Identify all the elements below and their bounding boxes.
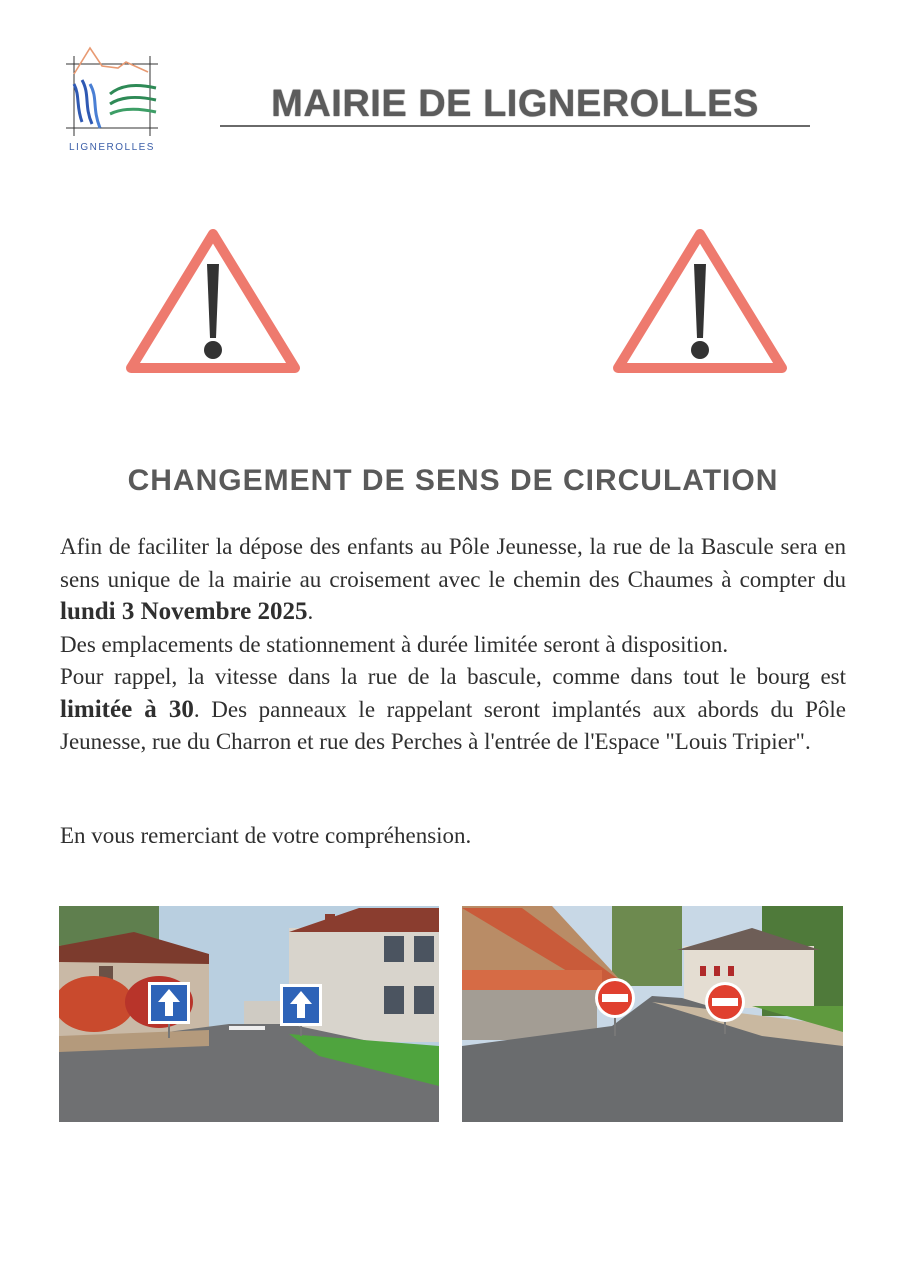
paragraph-one-way — [60, 531, 846, 629]
notice-heading: CHANGEMENT DE SENS DE CIRCULATION — [127, 464, 779, 497]
closing-line: En vous remerciant de votre compréhension. — [60, 823, 472, 848]
photo-junction-no-entry — [462, 906, 843, 1122]
start-date: lundi 3 Novembre 2025 — [60, 598, 308, 625]
speed-limit: limitée à 30 — [60, 695, 194, 723]
photo-town-hall-street — [59, 906, 439, 1122]
warning-triangle-icon — [123, 226, 303, 376]
no-entry-sign — [595, 978, 635, 1018]
title-underline — [220, 125, 810, 127]
paragraph-parking: Des emplacements de stationnement à durée limitée seront à disposition. — [60, 631, 729, 657]
notice-body — [60, 531, 846, 759]
warning-triangle-icon — [610, 226, 790, 376]
paragraph-end: . Des panneaux le rappelant seront implantés aux abords du Pôle Jeunesse, rue du Charron et rue des Perches à l'entrée de l'Espace "Louis Tripier". — [60, 696, 846, 754]
logo-text: LIGNEROLLES — [69, 142, 155, 153]
municipal-logo — [60, 44, 164, 156]
page-title: MAIRIE DE LIGNEROLLES — [271, 83, 759, 125]
one-way-arrow-sign — [148, 982, 190, 1024]
one-way-arrow-sign — [280, 984, 322, 1026]
paragraph-text: Afin de faciliter la dépose des enfants au Pôle Jeunesse, la rue de la Bascule sera en sens unique de la mairie au croisement avec le chemin des Chaumes à compter du — [60, 534, 846, 592]
paragraph-speed — [60, 661, 846, 759]
no-entry-sign — [705, 982, 745, 1022]
paragraph-end: . — [307, 599, 314, 624]
paragraph-text: Pour rappel, la vitesse dans la rue de la bascule, comme dans tout le bourg est — [60, 664, 846, 689]
